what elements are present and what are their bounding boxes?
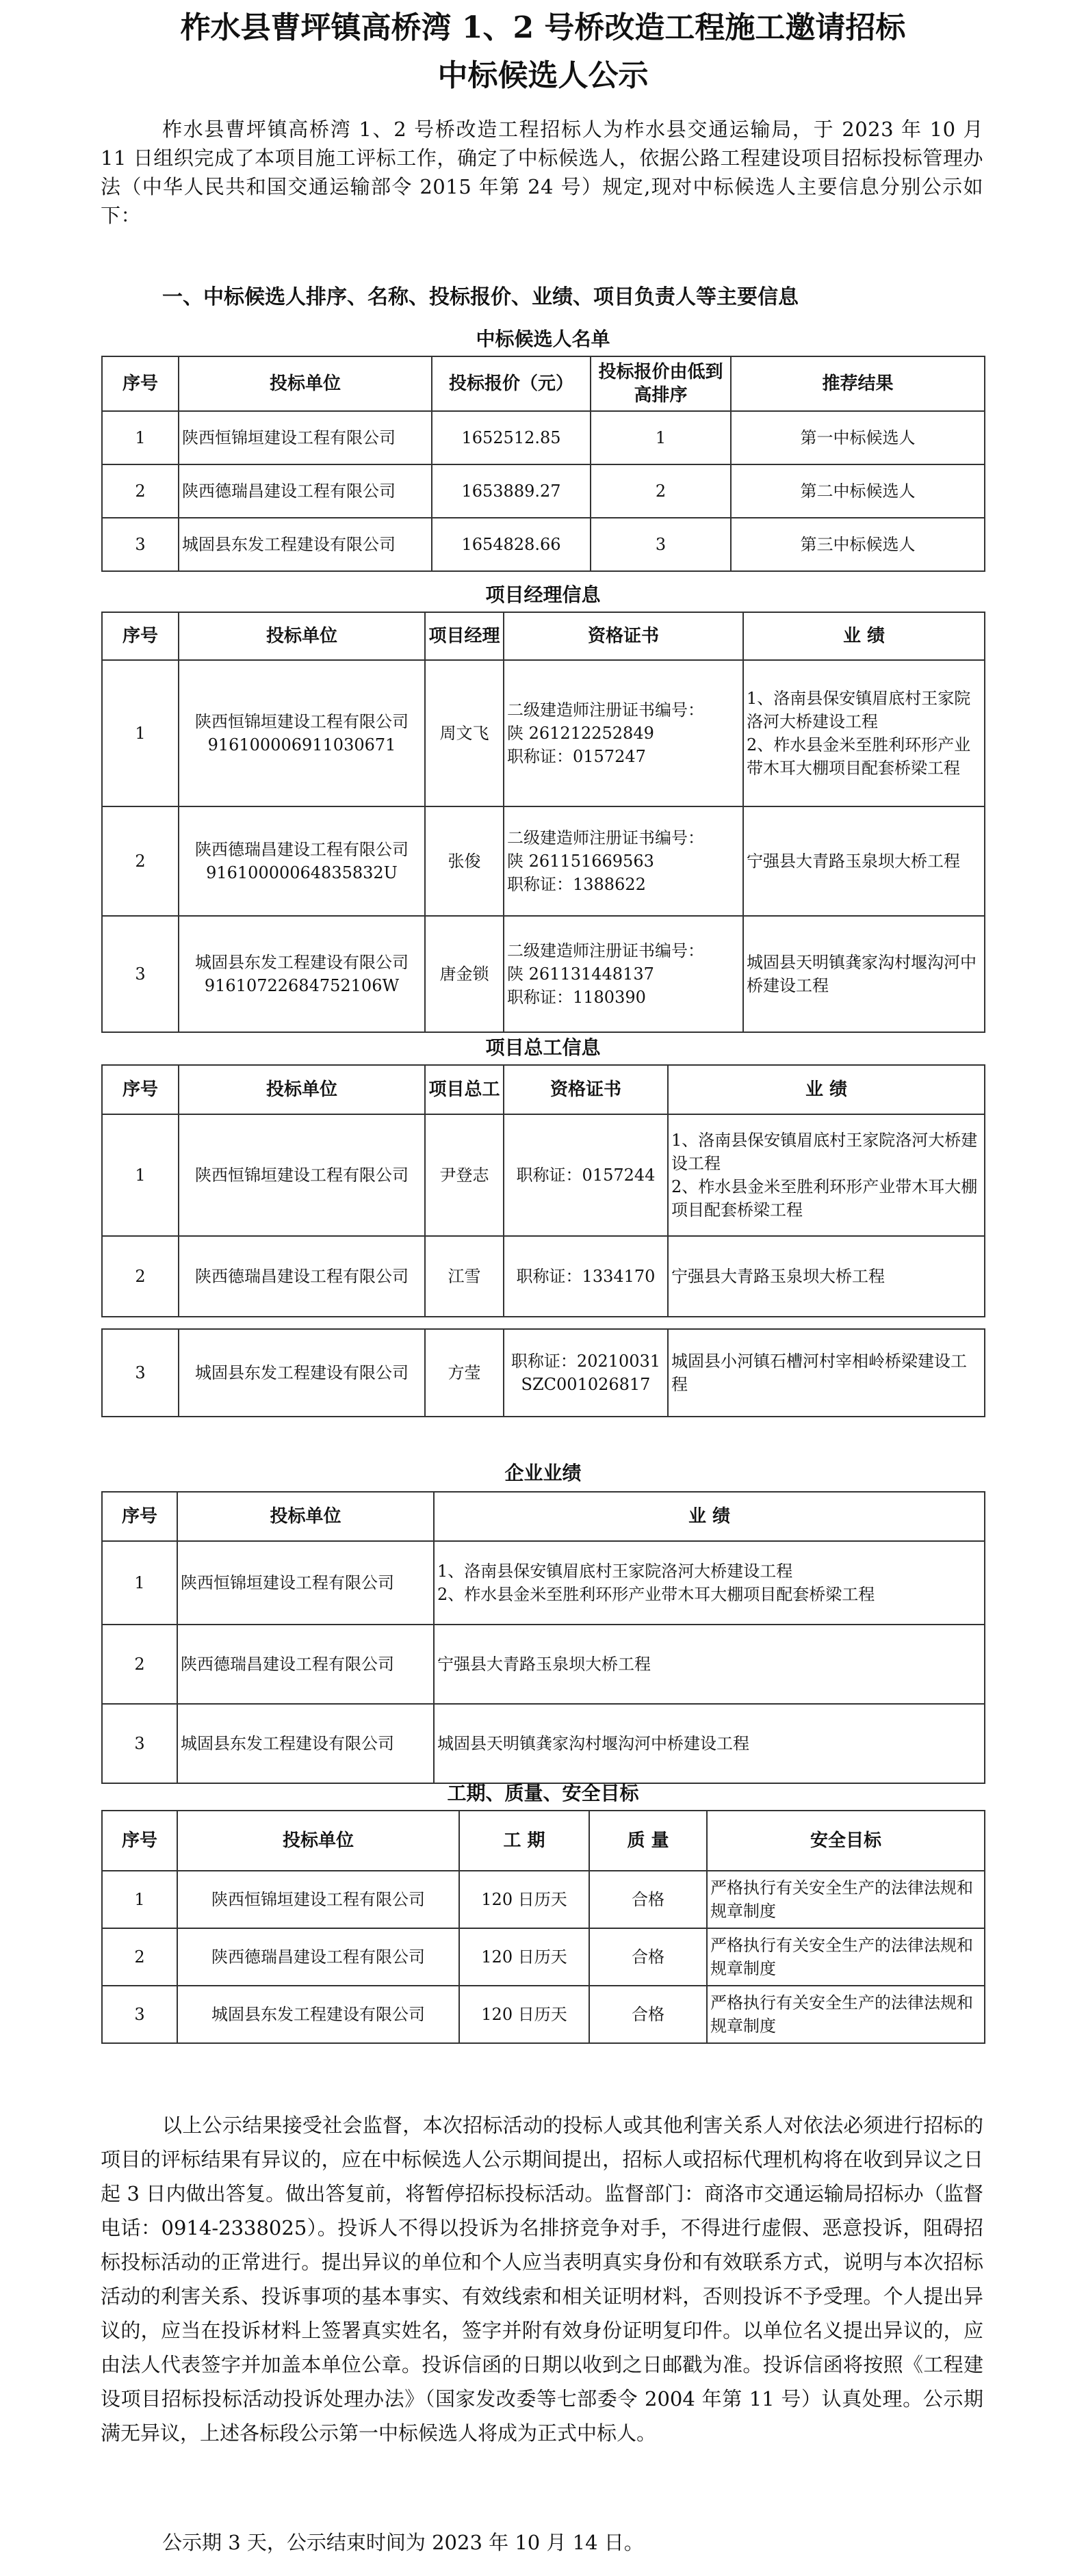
page-subtitle: 中标候选人公示 xyxy=(437,58,649,93)
column-header: 安全目标 xyxy=(707,1811,985,1871)
quality: 合格 xyxy=(589,1871,707,1928)
bidder-name: 城固县东发工程建设有限公司 xyxy=(177,1986,459,2043)
bid-price: 1652512.85 xyxy=(432,411,591,464)
column-header: 序号 xyxy=(102,356,179,411)
table-row xyxy=(102,411,985,464)
performance: 城固县天明镇龚家沟村堰沟河中桥建设工程 xyxy=(743,916,985,1032)
bidder-name: 城固县东发工程建设有限公司 xyxy=(179,518,432,571)
row-number: 3 xyxy=(102,916,179,1032)
bidder-name: 陕西德瑞昌建设工程有限公司 91610000064835832U xyxy=(179,806,425,916)
chief-engineer: 方莹 xyxy=(425,1329,504,1417)
section-heading: 一、中标候选人排序、名称、投标报价、业绩、项目负责人等主要信息 xyxy=(162,285,799,309)
recommendation: 第一中标候选人 xyxy=(731,411,985,464)
duration: 120 日历天 xyxy=(459,1871,589,1928)
column-header: 业 绩 xyxy=(743,612,985,660)
bidder-name: 陕西恒锦垣建设工程有限公司 xyxy=(179,1114,425,1236)
qualification-cert: 职称证：20210031SZC001026817 xyxy=(504,1329,668,1417)
table-header-row xyxy=(102,356,985,411)
publicity-period: 公示期 3 天，公示结束时间为 2023 年 10 月 14 日。 xyxy=(162,2531,644,2554)
bidder-name: 陕西德瑞昌建设工程有限公司 xyxy=(179,1236,425,1317)
performance: 1、洛南县保安镇眉底村王家院洛河大桥建设工程 2、柞水县金米至胜利环形产业带木耳大棚项目配套桥梁工程 xyxy=(434,1541,985,1625)
safety-target: 严格执行有关安全生产的法律法规和规章制度 xyxy=(707,1986,985,2043)
table-row xyxy=(102,660,985,806)
performance: 城固县天明镇龚家沟村堰沟河中桥建设工程 xyxy=(434,1704,985,1783)
row-number: 1 xyxy=(102,660,179,806)
column-header: 投标单位 xyxy=(179,1065,425,1114)
safety-target: 严格执行有关安全生产的法律法规和规章制度 xyxy=(707,1928,985,1986)
row-number: 3 xyxy=(102,518,179,571)
table-row xyxy=(102,1329,985,1417)
chief-engineer: 江雪 xyxy=(425,1236,504,1317)
column-header: 投标报价由低到高排序 xyxy=(591,356,731,411)
column-header: 序号 xyxy=(102,1811,177,1871)
bidder-name: 陕西德瑞昌建设工程有限公司 xyxy=(179,464,432,518)
chief-engineer: 尹登志 xyxy=(425,1114,504,1236)
price-rank: 1 xyxy=(591,411,731,464)
column-header: 资格证书 xyxy=(504,612,743,660)
column-header: 投标报价（元） xyxy=(432,356,591,411)
performance: 1、洛南县保安镇眉底村王家院洛河大桥建设工程 2、柞水县金米至胜利环形产业带木耳大棚项目配套桥梁工程 xyxy=(743,660,985,806)
performance: 宁强县大青路玉泉坝大桥工程 xyxy=(434,1625,985,1704)
row-number: 3 xyxy=(102,1704,177,1783)
column-header: 质 量 xyxy=(589,1811,707,1871)
project-manager: 周文飞 xyxy=(425,660,504,806)
managers-table-caption: 项目经理信息 xyxy=(485,583,601,606)
table-header-row xyxy=(102,612,985,660)
candidates-table-caption: 中标候选人名单 xyxy=(476,328,610,350)
table-row xyxy=(102,1625,985,1704)
table-row xyxy=(102,1986,985,2043)
bidder-name: 城固县东发工程建设有限公司 91610722684752106W xyxy=(179,916,425,1032)
table-header-row xyxy=(102,1492,985,1541)
performance: 1、洛南县保安镇眉底村王家院洛河大桥建设工程 2、柞水县金米至胜利环形产业带木耳大棚项目配套桥梁工程 xyxy=(668,1114,985,1236)
bid-price: 1654828.66 xyxy=(432,518,591,571)
price-rank: 2 xyxy=(591,464,731,518)
table-row xyxy=(102,1704,985,1783)
column-header: 推荐结果 xyxy=(731,356,985,411)
column-header: 投标单位 xyxy=(179,356,432,411)
project-manager: 张俊 xyxy=(425,806,504,916)
column-header: 资格证书 xyxy=(504,1065,668,1114)
row-number: 1 xyxy=(102,1541,177,1625)
price-rank: 3 xyxy=(591,518,731,571)
intro-paragraph: 柞水县曹坪镇高桥湾 1、2 号桥改造工程招标人为柞水县交通运输局，于 2023 年 10 月 11 日组织完成了本项目施工评标工作，确定了中标候选人，依据公路工程建设项目招标投标管理办法（中华人民共和国交通运输部令 2015 年第 24 号）规定,现对中标候选人主要信息分别公示如下： xyxy=(101,118,983,227)
duration: 120 日历天 xyxy=(459,1928,589,1986)
project-manager: 唐金锁 xyxy=(425,916,504,1032)
row-number: 2 xyxy=(102,1928,177,1986)
bidder-name: 陕西恒锦垣建设工程有限公司 916100006911030671 xyxy=(179,660,425,806)
bidder-name: 陕西恒锦垣建设工程有限公司 xyxy=(177,1541,434,1625)
column-header: 业 绩 xyxy=(434,1492,985,1541)
column-header: 工 期 xyxy=(459,1811,589,1871)
table-row xyxy=(102,1236,985,1317)
targets-table-caption: 工期、质量、安全目标 xyxy=(447,1782,639,1804)
bid-price: 1653889.27 xyxy=(432,464,591,518)
row-number: 2 xyxy=(102,464,179,518)
company-performance-caption: 企业业绩 xyxy=(504,1462,582,1484)
column-header: 项目经理 xyxy=(425,612,504,660)
column-header: 业 绩 xyxy=(668,1065,985,1114)
table-row xyxy=(102,1871,985,1928)
row-number: 2 xyxy=(102,806,179,916)
table-row xyxy=(102,806,985,916)
row-number: 2 xyxy=(102,1236,179,1317)
qualification-cert: 二级建造师注册证书编号： 陕 261131448137 职称证：1180390 xyxy=(504,916,743,1032)
column-header: 投标单位 xyxy=(177,1492,434,1541)
duration: 120 日历天 xyxy=(459,1986,589,2043)
column-header: 序号 xyxy=(102,612,179,660)
column-header: 投标单位 xyxy=(179,612,425,660)
column-header: 序号 xyxy=(102,1492,177,1541)
table-header-row xyxy=(102,1065,985,1114)
bidder-name: 陕西恒锦垣建设工程有限公司 xyxy=(177,1871,459,1928)
qualification-cert: 二级建造师注册证书编号： 陕 261151669563 职称证：1388622 xyxy=(504,806,743,916)
candidates-table xyxy=(101,356,985,572)
page-title: 柞水县曹坪镇高桥湾 1、2 号桥改造工程施工邀请招标 xyxy=(180,10,906,45)
targets-table xyxy=(101,1810,985,2044)
table-row xyxy=(102,518,985,571)
table-header-row xyxy=(102,1811,985,1871)
quality: 合格 xyxy=(589,1986,707,2043)
performance: 城固县小河镇石槽河村宰相岭桥梁建设工程 xyxy=(668,1329,985,1417)
row-number: 3 xyxy=(102,1986,177,2043)
company-performance-table xyxy=(101,1491,985,1784)
notice-paragraph: 以上公示结果接受社会监督，本次招标活动的投标人或其他利害关系人对依法必须进行招标的项目的评标结果有异议的，应在中标候选人公示期间提出，招标人或招标代理机构将在收到异议之日起 3 日内做出答复。做出答复前，将暂停招标投标活动。监督部门：商洛市交通运输局招标办（监督电话：0914-2338025）。投诉人不得以投诉为名排挤竞争对手，不得进行虚假、恶意投诉，阻碍招标投标活动的正常进行。提出异议的单位和个人应当表明真实身份和有效联系方式，说明与本次招标活动的利害关系、投诉事项的基本事实、有效线索和相关证明材料，否则投诉不予受理。个人提出异议的，应当在投诉材料上签署真实姓名，签字并附有效身份证明复印件。以单位名义提出异议的，应由法人代表签字并加盖本单位公章。投诉信函的日期以收到之日邮戳为准。投诉信函将按照《工程建设项目招标投标活动投诉处理办法》（国家发改委等七部委令 2004 年第 11 号）认真处理。公示期满无异议，上述各标段公示第一中标候选人将成为正式中标人。 xyxy=(101,2114,983,2445)
row-number: 3 xyxy=(102,1329,179,1417)
table-row xyxy=(102,1114,985,1236)
recommendation: 第三中标候选人 xyxy=(731,518,985,571)
bidder-name: 城固县东发工程建设有限公司 xyxy=(179,1329,425,1417)
table-row xyxy=(102,1928,985,1986)
row-number: 1 xyxy=(102,411,179,464)
row-number: 1 xyxy=(102,1871,177,1928)
recommendation: 第二中标候选人 xyxy=(731,464,985,518)
bidder-name: 陕西德瑞昌建设工程有限公司 xyxy=(177,1928,459,1986)
bidder-name: 陕西恒锦垣建设工程有限公司 xyxy=(179,411,432,464)
performance: 宁强县大青路玉泉坝大桥工程 xyxy=(743,806,985,916)
managers-table xyxy=(101,612,985,1033)
performance: 宁强县大青路玉泉坝大桥工程 xyxy=(668,1236,985,1317)
table-row xyxy=(102,916,985,1032)
row-number: 2 xyxy=(102,1625,177,1704)
engineers-table-caption: 项目总工信息 xyxy=(485,1036,601,1059)
row-number: 1 xyxy=(102,1114,179,1236)
column-header: 投标单位 xyxy=(177,1811,459,1871)
bidder-name: 城固县东发工程建设有限公司 xyxy=(177,1704,434,1783)
column-header: 序号 xyxy=(102,1065,179,1114)
bidder-name: 陕西德瑞昌建设工程有限公司 xyxy=(177,1625,434,1704)
quality: 合格 xyxy=(589,1928,707,1986)
safety-target: 严格执行有关安全生产的法律法规和规章制度 xyxy=(707,1871,985,1928)
engineers-table-extra xyxy=(101,1328,985,1417)
table-row xyxy=(102,1541,985,1625)
column-header: 项目总工 xyxy=(425,1065,504,1114)
qualification-cert: 职称证：0157244 xyxy=(504,1114,668,1236)
engineers-table xyxy=(101,1064,985,1317)
qualification-cert: 二级建造师注册证书编号： 陕 261212252849 职称证：0157247 xyxy=(504,660,743,806)
qualification-cert: 职称证：1334170 xyxy=(504,1236,668,1317)
table-row xyxy=(102,464,985,518)
